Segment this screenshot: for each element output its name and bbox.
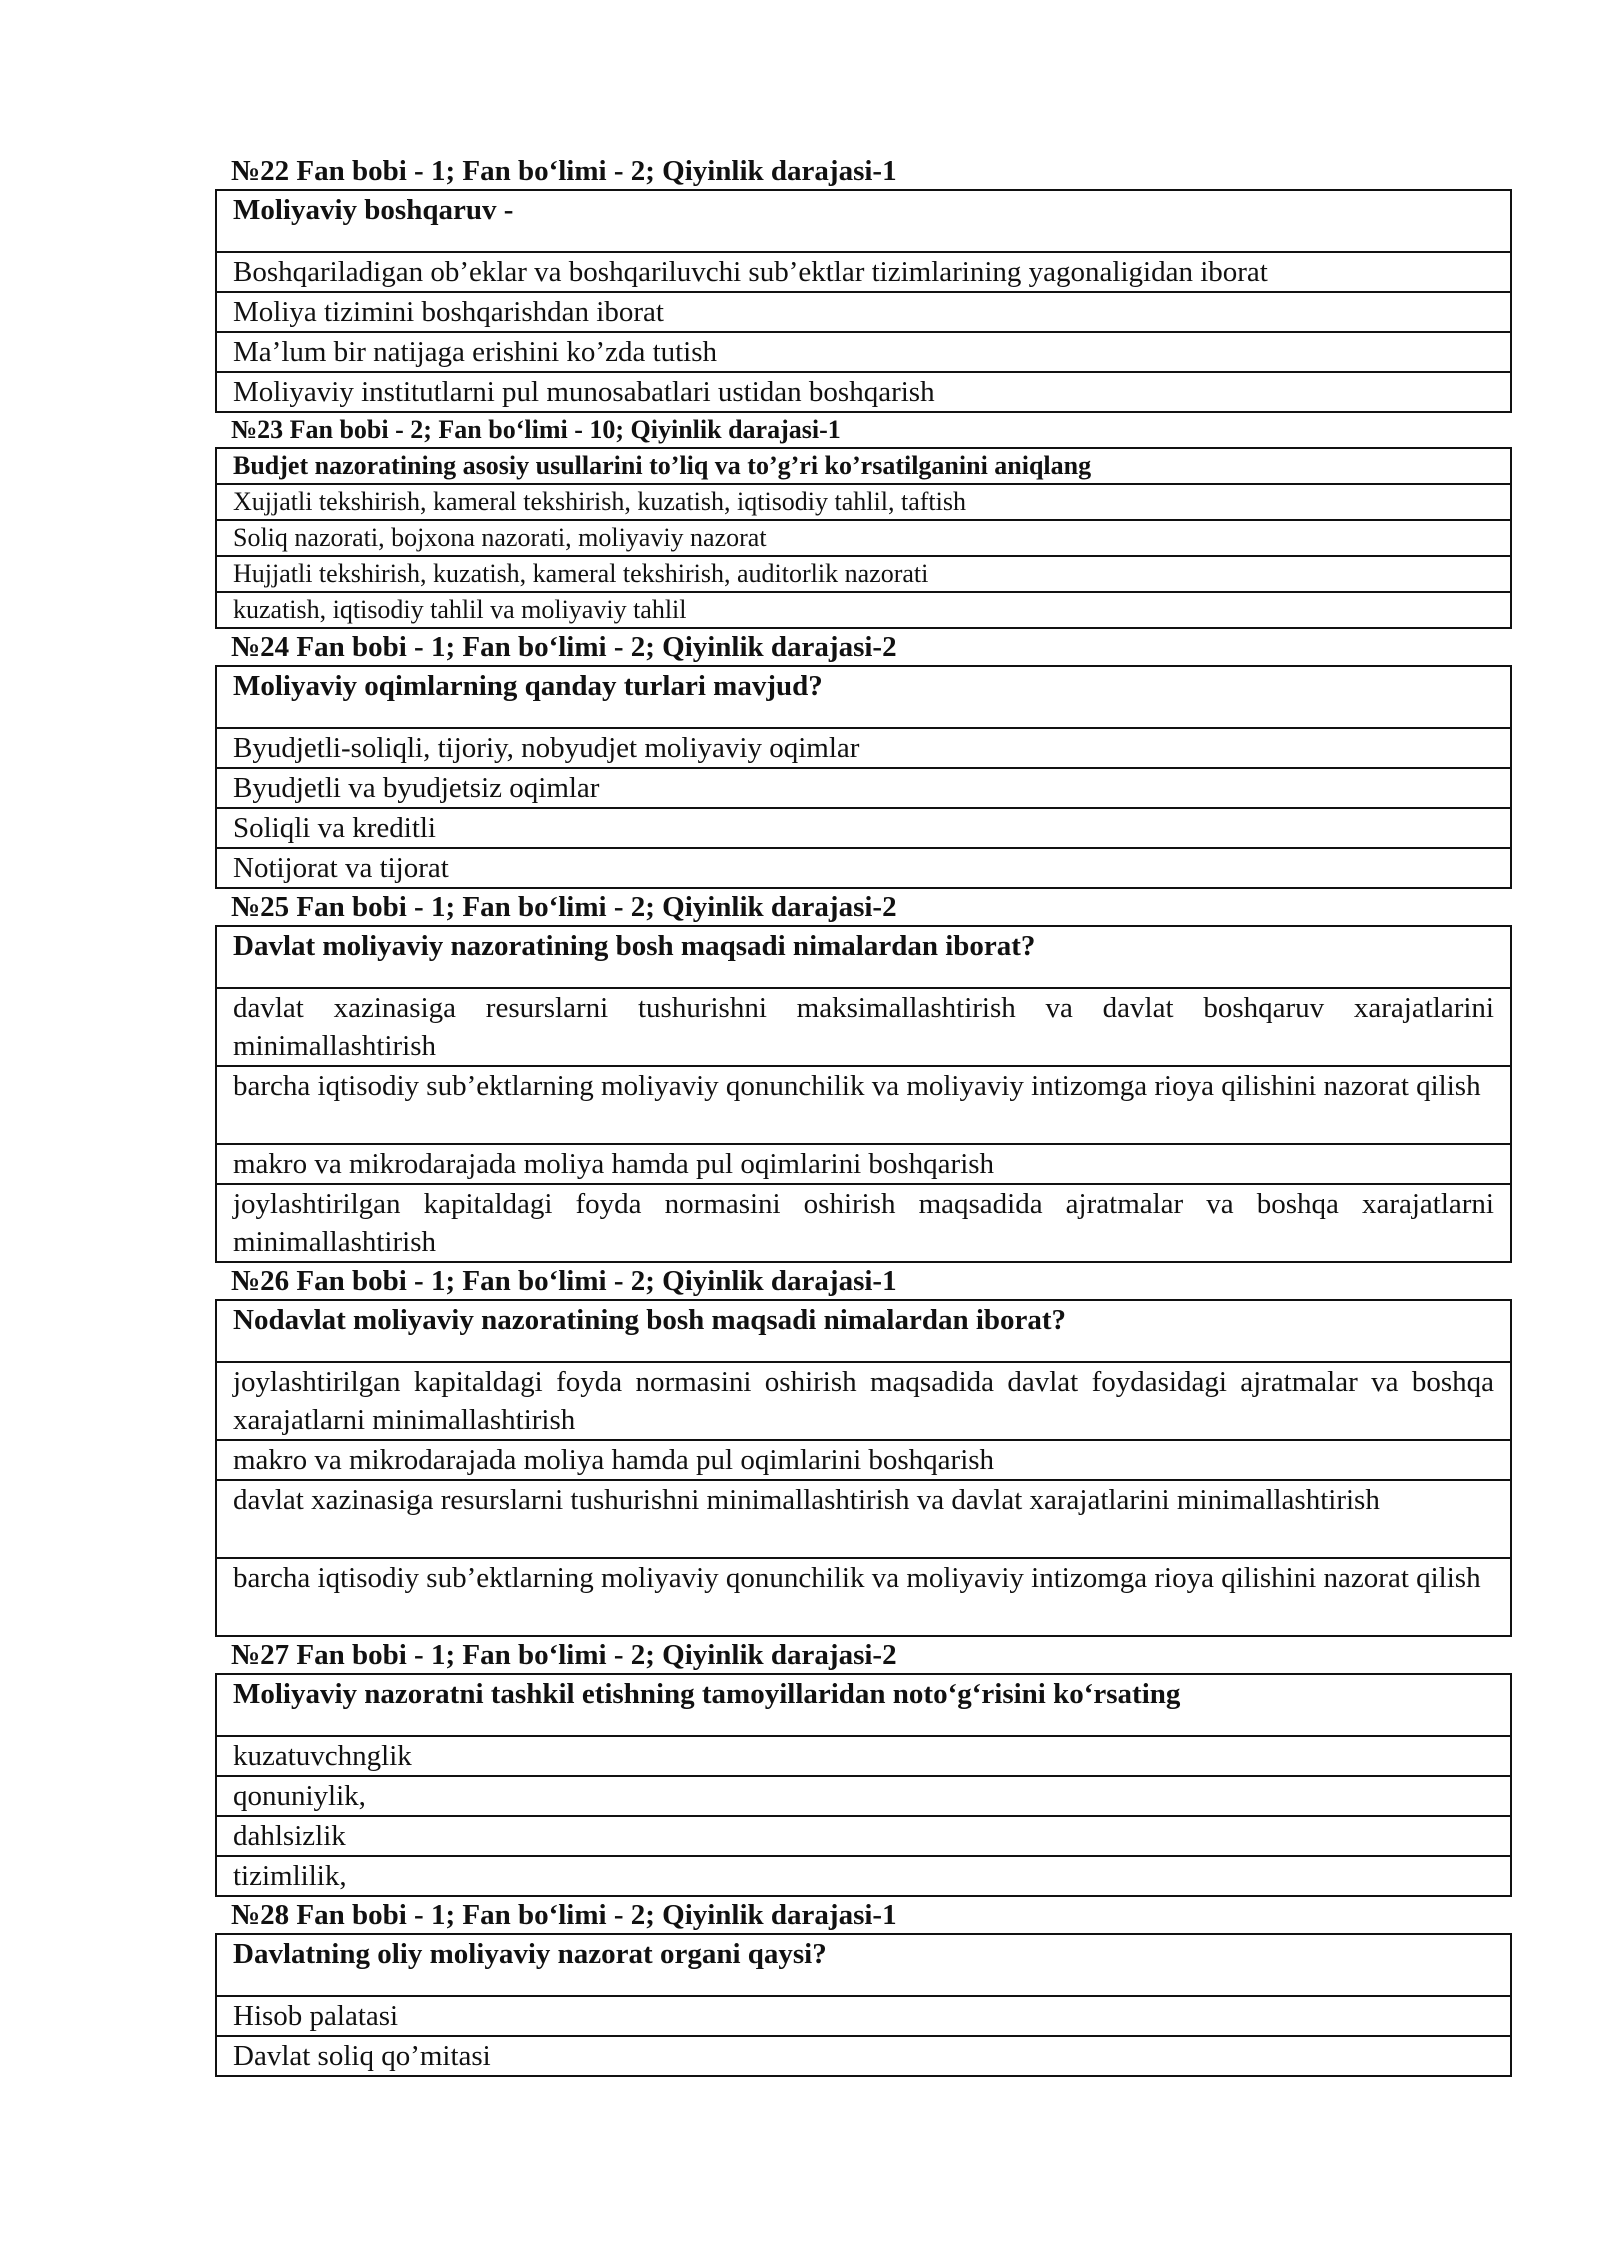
question-header: №24 Fan bobi - 1; Fan bo‘limi - 2; Qiyinlik darajasi-2 bbox=[231, 631, 897, 663]
question-header: №28 Fan bobi - 1; Fan bo‘limi - 2; Qiyinlik darajasi-1 bbox=[231, 1899, 897, 1931]
question-header: №27 Fan bobi - 1; Fan bo‘limi - 2; Qiyinlik darajasi-2 bbox=[231, 1639, 897, 1671]
answer-option: Soliq nazorati, bojxona nazorati, moliyaviy nazorat bbox=[216, 520, 1511, 556]
question-table bbox=[215, 189, 1512, 413]
answer-option: Byudjetli-soliqli, tijoriy, nobyudjet moliyaviy oqimlar bbox=[216, 728, 1511, 768]
answer-option: makro va mikrodarajada moliya hamda pul oqimlarini boshqarish bbox=[216, 1144, 1511, 1184]
question-stem: Moliyaviy nazoratni tashkil etishning tamoyillaridan noto‘g‘risini ko‘rsating bbox=[216, 1674, 1511, 1736]
question-stem: Davlatning oliy moliyaviy nazorat organi qaysi? bbox=[216, 1934, 1511, 1996]
answer-option: davlat xazinasiga resurslarni tushurishni maksimallashtirish va davlat boshqaruv xarajatlarini minimallashtirish bbox=[216, 988, 1511, 1066]
question-table bbox=[215, 1673, 1512, 1897]
question-stem: Budjet nazoratining asosiy usullarini to’liq va to’g’ri ko’rsatilganini aniqlang bbox=[216, 448, 1511, 484]
answer-option: joylashtirilgan kapitaldagi foyda normasini oshirish maqsadida ajratmalar va boshqa xarajatlarni minimallashtirish bbox=[216, 1184, 1511, 1262]
answer-option: tizimlilik, bbox=[216, 1856, 1511, 1896]
answer-option: barcha iqtisodiy sub’ektlarning moliyaviy qonunchilik va moliyaviy intizomga rioya qilishini nazorat qilish bbox=[216, 1066, 1511, 1144]
answer-option: barcha iqtisodiy sub’ektlarning moliyaviy qonunchilik va moliyaviy intizomga rioya qilishini nazorat qilish bbox=[216, 1558, 1511, 1636]
answer-option: Hisob palatasi bbox=[216, 1996, 1511, 2036]
question-table bbox=[215, 925, 1512, 1263]
answer-option: makro va mikrodarajada moliya hamda pul oqimlarini boshqarish bbox=[216, 1440, 1511, 1480]
question-table bbox=[215, 1299, 1512, 1637]
question-header: №26 Fan bobi - 1; Fan bo‘limi - 2; Qiyinlik darajasi-1 bbox=[231, 1265, 897, 1297]
question-header: №23 Fan bobi - 2; Fan bo‘limi - 10; Qiyinlik darajasi-1 bbox=[231, 415, 841, 444]
question-header: №22 Fan bobi - 1; Fan bo‘limi - 2; Qiyinlik darajasi-1 bbox=[231, 155, 897, 187]
answer-option: Moliyaviy institutlarni pul munosabatlari ustidan boshqarish bbox=[216, 372, 1511, 412]
question-table bbox=[215, 665, 1512, 889]
answer-option: Moliya tizimini boshqarishdan iborat bbox=[216, 292, 1511, 332]
answer-option: joylashtirilgan kapitaldagi foyda normasini oshirish maqsadida davlat foydasidagi ajratmalar va boshqa xarajatlarni minimallashtirish bbox=[216, 1362, 1511, 1440]
test-document bbox=[215, 153, 1512, 2077]
question-table bbox=[215, 1933, 1512, 2077]
question-stem: Davlat moliyaviy nazoratining bosh maqsadi nimalardan iborat? bbox=[216, 926, 1511, 988]
answer-option: Ma’lum bir natijaga erishini ko’zda tutish bbox=[216, 332, 1511, 372]
answer-option: Notijorat va tijorat bbox=[216, 848, 1511, 888]
question-stem: Nodavlat moliyaviy nazoratining bosh maqsadi nimalardan iborat? bbox=[216, 1300, 1511, 1362]
answer-option: kuzatish, iqtisodiy tahlil va moliyaviy tahlil bbox=[216, 592, 1511, 628]
answer-option: Xujjatli tekshirish, kameral tekshirish, kuzatish, iqtisodiy tahlil, taftish bbox=[216, 484, 1511, 520]
answer-option: kuzatuvchnglik bbox=[216, 1736, 1511, 1776]
answer-option: Byudjetli va byudjetsiz oqimlar bbox=[216, 768, 1511, 808]
question-stem: Moliyaviy boshqaruv - bbox=[216, 190, 1511, 252]
question-header: №25 Fan bobi - 1; Fan bo‘limi - 2; Qiyinlik darajasi-2 bbox=[231, 891, 897, 923]
answer-option: Boshqariladigan ob’eklar va boshqariluvchi sub’ektlar tizimlarining yagonaligidan iborat bbox=[216, 252, 1511, 292]
answer-option: Hujjatli tekshirish, kuzatish, kameral tekshirish, auditorlik nazorati bbox=[216, 556, 1511, 592]
answer-option: qonuniylik, bbox=[216, 1776, 1511, 1816]
answer-option: Davlat soliq qo’mitasi bbox=[216, 2036, 1511, 2076]
question-table bbox=[215, 447, 1512, 629]
question-stem: Moliyaviy oqimlarning qanday turlari mavjud? bbox=[216, 666, 1511, 728]
answer-option: davlat xazinasiga resurslarni tushurishni minimallashtirish va davlat xarajatlarini minimallashtirish bbox=[216, 1480, 1511, 1558]
answer-option: Soliqli va kreditli bbox=[216, 808, 1511, 848]
answer-option: dahlsizlik bbox=[216, 1816, 1511, 1856]
